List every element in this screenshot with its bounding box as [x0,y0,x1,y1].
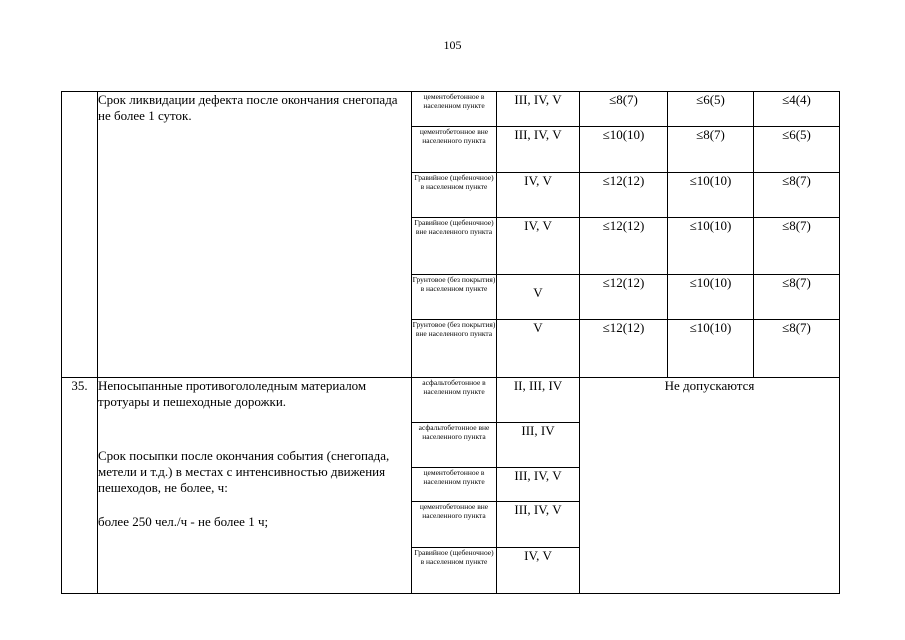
row-number-cell: 35. [62,378,98,594]
categories-cell: V [497,320,580,378]
coverage-cell: асфальтобетонное в населенном пункте [412,378,497,423]
norms-table [61,91,840,594]
value-cell: ≤8(7) [754,173,840,218]
coverage-cell: Гравийное (щебеночное) вне населенного пункта [412,218,497,275]
value-cell: ≤8(7) [580,92,668,127]
value-cell: ≤10(10) [668,218,754,275]
row-description-cell [98,378,412,594]
row-description-limit: более 250 чел./ч - не более 1 ч; [98,514,269,530]
value-cell: ≤8(7) [754,275,840,320]
value-cell: ≤4(4) [754,92,840,127]
value-cell: ≤8(7) [668,127,754,173]
coverage-cell: цементобетонное в населенном пункте [412,92,497,127]
row-description: Срок ликвидации дефекта после окончания снегопада не более 1 суток. [98,92,398,124]
coverage-cell: Гравийное (щебеночное) в населенном пункте [412,548,497,594]
row-description-condition: Срок посыпки после окончания события (снегопада, метели и т.д.) в местах с интенсивностью движения пешеходов, не более, ч: [98,447,390,495]
categories-cell: III, IV, V [497,92,580,127]
coverage-cell: Гравийное (щебеночное) в населенном пункте [412,173,497,218]
page-number: 105 [443,38,462,52]
table-row [62,378,840,423]
value-cell: ≤10(10) [580,127,668,173]
row-number-cell [62,92,98,378]
value-cell: ≤6(5) [668,92,754,127]
value-cell: ≤12(12) [580,320,668,378]
coverage-cell: асфальтобетонное вне населенного пункта [412,423,497,468]
categories-cell: IV, V [497,548,580,594]
value-cell: ≤12(12) [580,218,668,275]
row-description-cell [98,92,412,378]
value-cell: ≤10(10) [668,173,754,218]
value-cell: ≤8(7) [754,218,840,275]
value-cell: ≤12(12) [580,173,668,218]
value-cell: ≤6(5) [754,127,840,173]
row-description-title: Непосыпанные противогололедным материалом тротуары и пешеходные дорожки. [98,378,367,410]
value-cell: ≤10(10) [668,275,754,320]
coverage-cell: Грунтовое (без покрытия) в населенном пункте [412,275,497,320]
categories-cell: III, IV, V [497,502,580,548]
coverage-cell: Грунтовое (без покрытия) вне населенного пункта [412,320,497,378]
categories-cell: III, IV, V [497,127,580,173]
coverage-cell: цементобетонное вне населенного пункта [412,127,497,173]
categories-cell: V [497,275,580,320]
coverage-cell: цементобетонное в населенном пункте [412,468,497,502]
value-cell: ≤8(7) [754,320,840,378]
categories-cell: IV, V [497,173,580,218]
table-row [62,92,840,127]
categories-cell: III, IV, V [497,468,580,502]
value-cell: ≤12(12) [580,275,668,320]
coverage-cell: цементобетонное вне населенного пункта [412,502,497,548]
categories-cell: II, III, IV [497,378,580,423]
categories-cell: IV, V [497,218,580,275]
value-cell: ≤10(10) [668,320,754,378]
not-allowed-cell: Не допускаются [580,378,840,594]
categories-cell: III, IV [497,423,580,468]
